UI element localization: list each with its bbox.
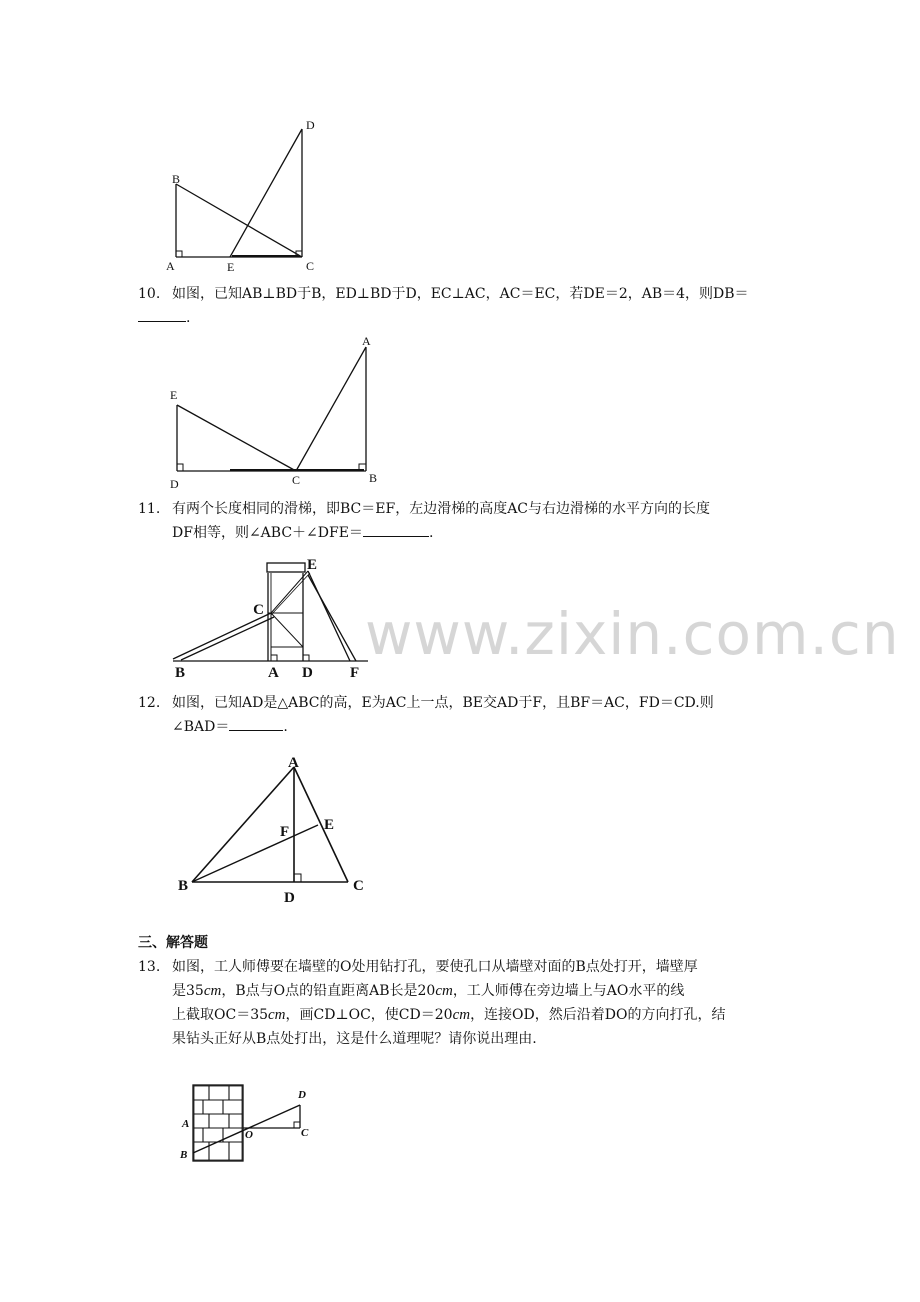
question-number: 13. bbox=[138, 959, 161, 975]
answer-blank[interactable] bbox=[229, 716, 283, 731]
fig10-label-a: A bbox=[362, 334, 371, 348]
fig11-label-f: F bbox=[350, 665, 360, 681]
fig11-label-d: D bbox=[302, 665, 313, 681]
fig12-label-d: D bbox=[284, 890, 295, 906]
question-end: . bbox=[283, 719, 288, 735]
fig11-label-b: B bbox=[175, 665, 186, 681]
fig9-label-a: A bbox=[166, 259, 175, 273]
question-text-line1: 如图，工人师傅要在墙壁的O处用钻打孔，要使孔口从墙壁对面的B点处打开，墙壁厚 bbox=[172, 959, 698, 975]
figure-q11 bbox=[168, 553, 378, 683]
question-12 bbox=[138, 691, 714, 739]
fig11-label-e: E bbox=[307, 557, 318, 573]
question-10 bbox=[138, 282, 749, 330]
fig10-label-d: D bbox=[170, 477, 179, 491]
fig10-label-c: C bbox=[292, 473, 301, 487]
fig12-label-a: A bbox=[288, 755, 299, 771]
fig11-label-c: C bbox=[253, 602, 264, 618]
question-text: ，B点与O点的铅直距离AB长是20 bbox=[221, 983, 436, 999]
question-text-line1: 有两个长度相同的滑梯，即BC＝EF，左边滑梯的高度AC与右边滑梯的水平方向的长度 bbox=[172, 501, 711, 517]
fig13-label-a: A bbox=[182, 1118, 190, 1130]
question-number: 12. bbox=[138, 695, 161, 711]
fig12-label-b: B bbox=[178, 878, 189, 894]
question-text-line1: 如图，已知AD是△ABC的高，E为AC上一点，BE交AD于F，且BF＝AC，FD＝CD.则 bbox=[172, 695, 714, 711]
unit-cm: cm bbox=[435, 983, 453, 999]
fig9-label-c: C bbox=[306, 259, 315, 273]
figure-q13 bbox=[176, 1080, 326, 1170]
fig9-label-d: D bbox=[306, 118, 315, 132]
fig10-label-e: E bbox=[170, 388, 178, 402]
question-text: 如图，已知AB⊥BD于B，ED⊥BD于D，EC⊥AC，AC＝EC，若DE＝2，AB＝4，则DB＝ bbox=[172, 286, 749, 302]
question-text: 果钻头正好从B点处打出，这是什么道理呢？请你说出理由. bbox=[172, 1031, 537, 1047]
figure-q9 bbox=[160, 112, 330, 277]
unit-cm: cm bbox=[268, 1007, 286, 1023]
figure-q10 bbox=[160, 330, 390, 495]
fig13-label-b: B bbox=[180, 1149, 188, 1161]
section-title: 三、解答题 bbox=[138, 935, 208, 951]
unit-cm: cm bbox=[203, 983, 222, 999]
fig10-label-b: B bbox=[369, 471, 378, 485]
question-text: ，连接OD，然后沿着DO的方向打孔，结 bbox=[470, 1007, 726, 1023]
fig12-label-e: E bbox=[324, 817, 335, 833]
fig9-label-b: B bbox=[172, 172, 181, 186]
fig13-label-d: D bbox=[298, 1089, 306, 1101]
question-11 bbox=[138, 497, 710, 545]
answer-blank[interactable] bbox=[138, 307, 186, 322]
answer-blank[interactable] bbox=[363, 522, 429, 537]
watermark: www.zixin.com.cn bbox=[365, 600, 900, 668]
fig13-label-o: O bbox=[245, 1129, 253, 1141]
fig13-label-c: C bbox=[301, 1127, 309, 1139]
fig12-label-f: F bbox=[280, 824, 290, 840]
fig9-label-e: E bbox=[227, 260, 235, 274]
question-text: 是35 bbox=[172, 983, 204, 999]
question-text-line2: DF相等，则∠ABC＋∠DFE＝ bbox=[172, 525, 363, 541]
fig12-label-c: C bbox=[353, 878, 364, 894]
figure-q12 bbox=[170, 748, 380, 908]
question-number: 10. bbox=[138, 286, 161, 302]
fig11-label-a: A bbox=[268, 665, 279, 681]
question-text-line2: ∠BAD＝ bbox=[172, 719, 230, 735]
question-text: ，工人师傅在旁边墙上与AO水平的线 bbox=[452, 983, 685, 999]
question-end: . bbox=[186, 310, 191, 326]
question-end: . bbox=[428, 525, 434, 541]
question-number: 11. bbox=[138, 501, 161, 517]
unit-cm: cm bbox=[452, 1007, 471, 1023]
question-text: ，画CD⊥OC，使CD＝20 bbox=[285, 1007, 453, 1023]
question-13 bbox=[138, 955, 725, 1051]
question-text: 上截取OC＝35 bbox=[172, 1007, 269, 1023]
